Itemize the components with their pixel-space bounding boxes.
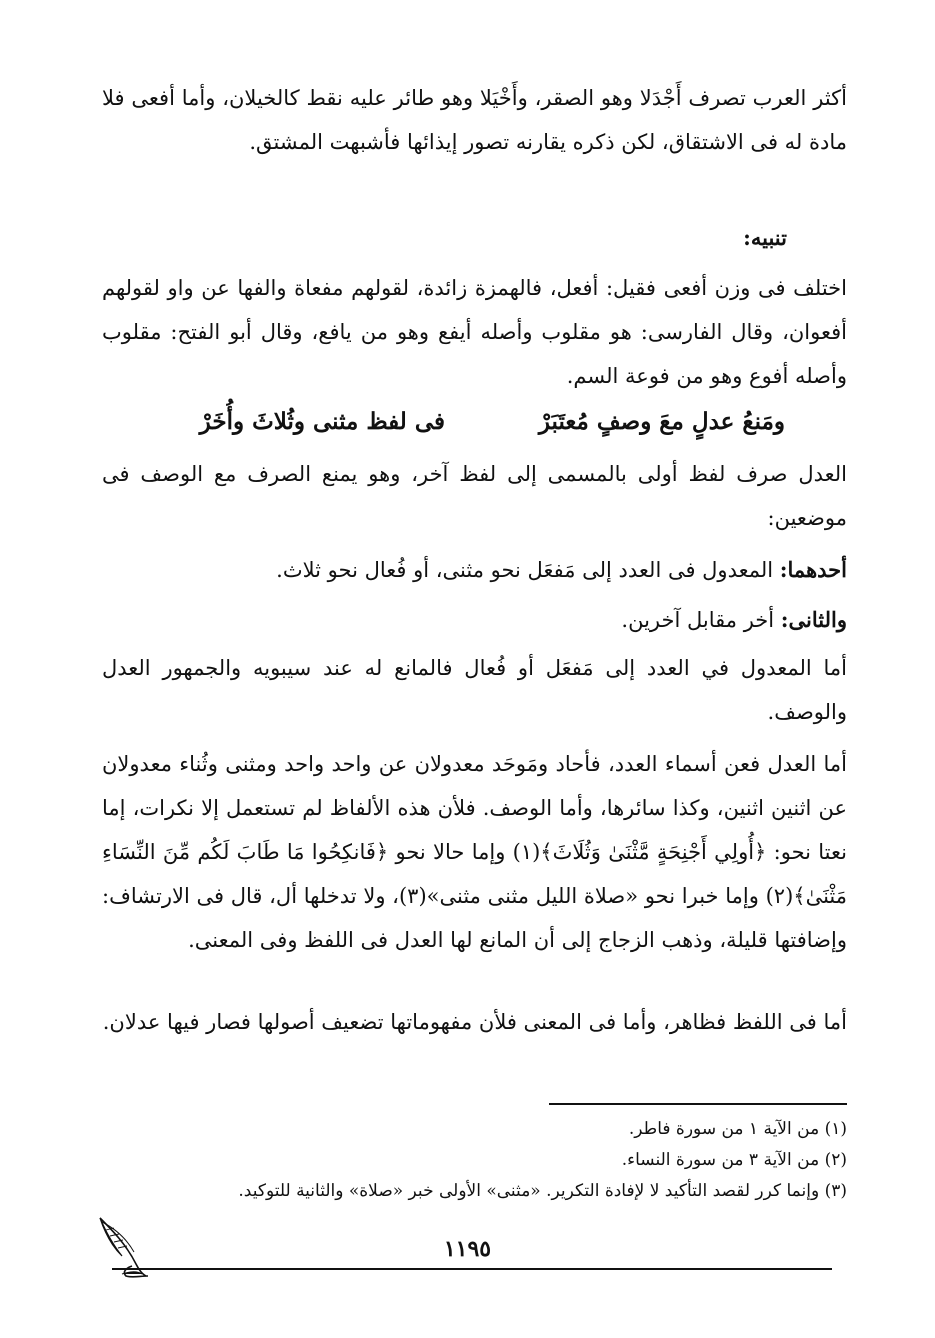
paragraph-2: اختلف فى وزن أفعى فقيل: أفعل، فالهمزة زائدة، لقولهم مفعاة والفها عن واو لقولهم أفعوان، وقال الفارسى: هو مقلوب وأصله أيفع وهو من يافع، وقال أبو الفتح: مقلوب وأصله أفوع وهو من فوعة السم. — [102, 276, 847, 388]
paragraph-4 — [102, 548, 847, 592]
footnotes — [102, 1114, 847, 1207]
paragraph-5-lead: والثانى: — [780, 607, 847, 632]
verse-second-hemistich: فى لفظ مثنى وثُلاثَ وأُخَرْ — [199, 408, 445, 435]
paragraph-1: أكثر العرب تصرف أَجْدَلا وهو الصقر، وأَخْيَلا وهو طائر عليه نقط كالخيلان، وأما أفعى فلا مادة له فى الاشتقاق، لكن ذكره يقارنه تصور إيذائها فأشبهت المشتق. — [102, 86, 847, 154]
page-bottom-rule — [112, 1268, 832, 1270]
paragraph-4-lead: أحدهما: — [779, 557, 847, 582]
footnote-1: (١) من الآية ١ من سورة فاطر. — [628, 1119, 847, 1139]
verse-first-hemistich: ومَنعُ عدلٍ معَ وصفٍ مُعتَبَرْ — [538, 408, 785, 435]
footnote-3: (٣) وإنما كرر لقصد التأكيد لا لإفادة التكرير. «مثنى» الأولى خبر «صلاة» والثانية للتوكيد. — [238, 1181, 847, 1201]
paragraph-5-text: أخر مقابل آخرين. — [621, 608, 781, 632]
paragraph-3: العدل صرف لفظ أولى بالمسمى إلى لفظ آخر، وهو يمنع الصرف مع الوصف فى موضعين: — [102, 462, 847, 530]
footnote-separator — [549, 1103, 847, 1105]
paragraph-6: أما المعدول في العدد إلى مَفعَل أو فُعال فالمانع له عند سيبويه والجمهور العدل والوصف. — [102, 656, 847, 724]
section-heading: تنبيه: — [743, 225, 787, 250]
page-number: ١١٩٥ — [443, 1236, 492, 1262]
footnote-2: (٢) من الآية ٣ من سورة النساء. — [621, 1150, 847, 1170]
paragraph-7: أما العدل فعن أسماء العدد، فأحاد ومَوحَد معدولان عن واحد واحد ومثنى وثُناء معدولان عن اثنين اثنين، وكذا سائرها، وأما الوصف. فلأن هذه الألفاظ لم تستعمل إلا نكرات، إما نعتا نحو: ﴿أُولِي أَجْنِحَةٍ مَّثْنَىٰ وَثُلَاثَ﴾(١) وإما حالا نحو ﴿فَانكِحُوا مَا طَابَ لَكُم مِّنَ النِّسَاءِ مَثْنَىٰ﴾(٢) وإما خبرا نحو «صلاة الليل مثنى مثنى»(٣)، ولا تدخلها أل، قال فى الارتشاف: وإضافتها قليلة، وذهب الزجاج إلى أن المانع لها العدل فى اللفظ وفى المعنى. — [102, 752, 848, 952]
paragraph-8: أما فى اللفظ فظاهر، وأما فى المعنى فلأن مفهوماتها تضعيف أصولها فصار فيها عدلان. — [102, 1010, 847, 1034]
poetry-verse — [0, 400, 935, 444]
paragraph-5 — [102, 598, 847, 642]
paragraph-4-text: المعدول فى العدد إلى مَفعَل نحو مثنى، أو فُعال نحو ثلاث. — [276, 558, 780, 582]
